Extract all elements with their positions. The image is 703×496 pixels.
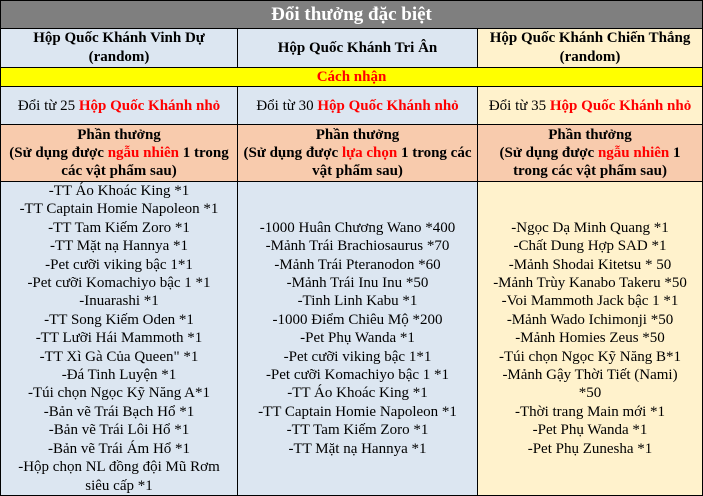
reward-header-row — [1, 125, 703, 182]
reward-desc-highlight: ngẫu nhiên — [597, 145, 670, 161]
source-vinh-du — [1, 87, 238, 125]
method-label: Cách nhận — [1, 68, 703, 87]
list-item: -Chất Dung Hợp SAD *1 — [513, 238, 667, 255]
header-tri-an: Hộp Quốc Khánh Tri Ân — [238, 29, 478, 68]
table-title: Đổi thưởng đặc biệt — [1, 1, 703, 29]
reward-desc-highlight: ngẫu nhiên — [107, 145, 179, 161]
source-item: Hộp Quốc Khánh nhỏ — [78, 97, 221, 114]
source-prefix: Đổi từ 30 — [256, 97, 318, 114]
list-item: -Đá Tinh Luyện *1 — [61, 367, 177, 384]
reward-desc-before: (Sử dụng được — [9, 145, 108, 161]
reward-header-tri-an — [238, 125, 478, 182]
items-vinh-du — [1, 182, 238, 496]
list-item: -Mảnh Trùy Kanabo Takeru *50 — [493, 275, 687, 292]
list-item: -TT Captain Homie Napoleon *1 — [258, 403, 457, 420]
items-chien-thang — [478, 182, 703, 496]
list-item: -Mảnh Trái Inu Inu *50 — [286, 275, 429, 292]
reward-desc-after: 1 trong các vật phẩm sau) — [61, 145, 229, 179]
list-item: -TT Áo Khoác King *1 — [287, 385, 428, 402]
list-item: -TT Tam Kiếm Zoro *1 — [286, 422, 429, 439]
list-item: -Mảnh Shodai Kitetsu * 50 — [508, 256, 672, 273]
list-item: -Tinh Linh Kabu *1 — [297, 293, 418, 310]
list-item: -Inuarashi *1 — [79, 293, 159, 310]
list-item: -1000 Điểm Chiêu Mộ *200 — [272, 311, 443, 328]
reward-title: Phần thưởng — [77, 127, 161, 143]
reward-header-chien-thang — [478, 125, 703, 182]
list-item: *50 — [578, 385, 602, 402]
method-row — [1, 68, 703, 87]
reward-desc-before: (Sử dụng được — [499, 145, 598, 161]
list-item: -Thời trang Main mới *1 — [515, 403, 666, 420]
list-item: -Pet Phụ Zunesha *1 — [527, 440, 653, 457]
reward-desc-after: 1 trong các vật phẩm sau) — [513, 145, 681, 179]
reward-desc-before: (Sử dụng được — [243, 145, 342, 161]
reward-header-vinh-du — [1, 125, 238, 182]
list-item: -Pet Phụ Wanda *1 — [300, 330, 415, 347]
reward-desc-after: 1 trong các vật phẩm sau) — [312, 145, 472, 179]
list-item: -TT Song Kiếm Oden *1 — [44, 311, 194, 328]
list-item: -TT Lưỡi Hái Mammoth *1 — [35, 330, 203, 347]
header-row — [1, 29, 703, 68]
list-item: -Bản vẽ Trái Bạch Hổ *1 — [43, 403, 195, 420]
source-item: Hộp Quốc Khánh nhỏ — [549, 97, 692, 114]
source-item: Hộp Quốc Khánh nhỏ — [317, 97, 459, 114]
list-item: -TT Mặt nạ Hannya *1 — [49, 238, 189, 255]
list-item: -Pet cưỡi Komachiyo bậc 1 *1 — [265, 367, 450, 384]
list-item: -Pet cưỡi viking bậc 1*1 — [45, 256, 193, 273]
list-item: -Mảnh Wado Ichimonji *50 — [506, 311, 674, 328]
reward-desc-highlight: lựa chọn — [341, 145, 398, 161]
title-row — [1, 1, 703, 29]
list-item: -Hộp chọn NL đồng đội Mũ Rơm — [18, 459, 220, 476]
list-item: -Túi chọn Ngọc Kỹ Năng A*1 — [27, 385, 211, 402]
list-item: -TT Captain Homie Napoleon *1 — [19, 201, 219, 218]
list-item: -Mảnh Trái Pteranodon *60 — [274, 256, 441, 273]
list-item: -TT Áo Khoác King *1 — [48, 183, 190, 199]
list-item: -Bản vẽ Trái Lôi Hổ *1 — [48, 422, 190, 439]
reward-title: Phần thưởng — [315, 127, 400, 143]
header-vinh-du: Hộp Quốc Khánh Vinh Dự (random) — [1, 29, 238, 68]
list-item: -TT Xì Gà Của Queen" *1 — [39, 348, 199, 365]
list-item: -Pet Phụ Wanda *1 — [532, 422, 648, 439]
list-item: -Mảnh Homies Zeus *50 — [515, 330, 665, 347]
source-tri-an — [238, 87, 478, 125]
list-item: -Ngọc Dạ Minh Quang *1 — [511, 219, 669, 236]
list-item: -TT Tam Kiếm Zoro *1 — [48, 219, 190, 236]
source-row — [1, 87, 703, 125]
list-item: -Voi Mammoth Jack bậc 1 *1 — [501, 293, 679, 310]
list-item: -1000 Huân Chương Wano *400 — [259, 219, 456, 236]
source-prefix: Đổi từ 25 — [17, 97, 79, 114]
header-chien-thang: Hộp Quốc Khánh Chiến Thắng (random) — [478, 29, 703, 68]
list-item: -Mảnh Trái Brachiosaurus *70 — [265, 238, 450, 255]
items-row — [1, 182, 703, 496]
reward-title: Phần thưởng — [548, 127, 632, 143]
list-item: siêu cấp *1 — [85, 477, 153, 494]
list-item: -Bản vẽ Trái Ám Hổ *1 — [47, 440, 191, 457]
source-chien-thang — [478, 87, 703, 125]
items-tri-an — [238, 182, 478, 496]
source-prefix: Đổi từ 35 — [488, 97, 550, 114]
list-item: -Túi chọn Ngọc Kỹ Năng B*1 — [498, 348, 682, 365]
list-item: -TT Mặt nạ Hannya *1 — [288, 440, 427, 457]
list-item: -Pet cưỡi Komachiyo bậc 1 *1 — [27, 275, 211, 292]
list-item: -Mảnh Gậy Thời Tiết (Nami) — [502, 367, 678, 384]
list-item: -Pet cưỡi viking bậc 1*1 — [283, 348, 432, 365]
